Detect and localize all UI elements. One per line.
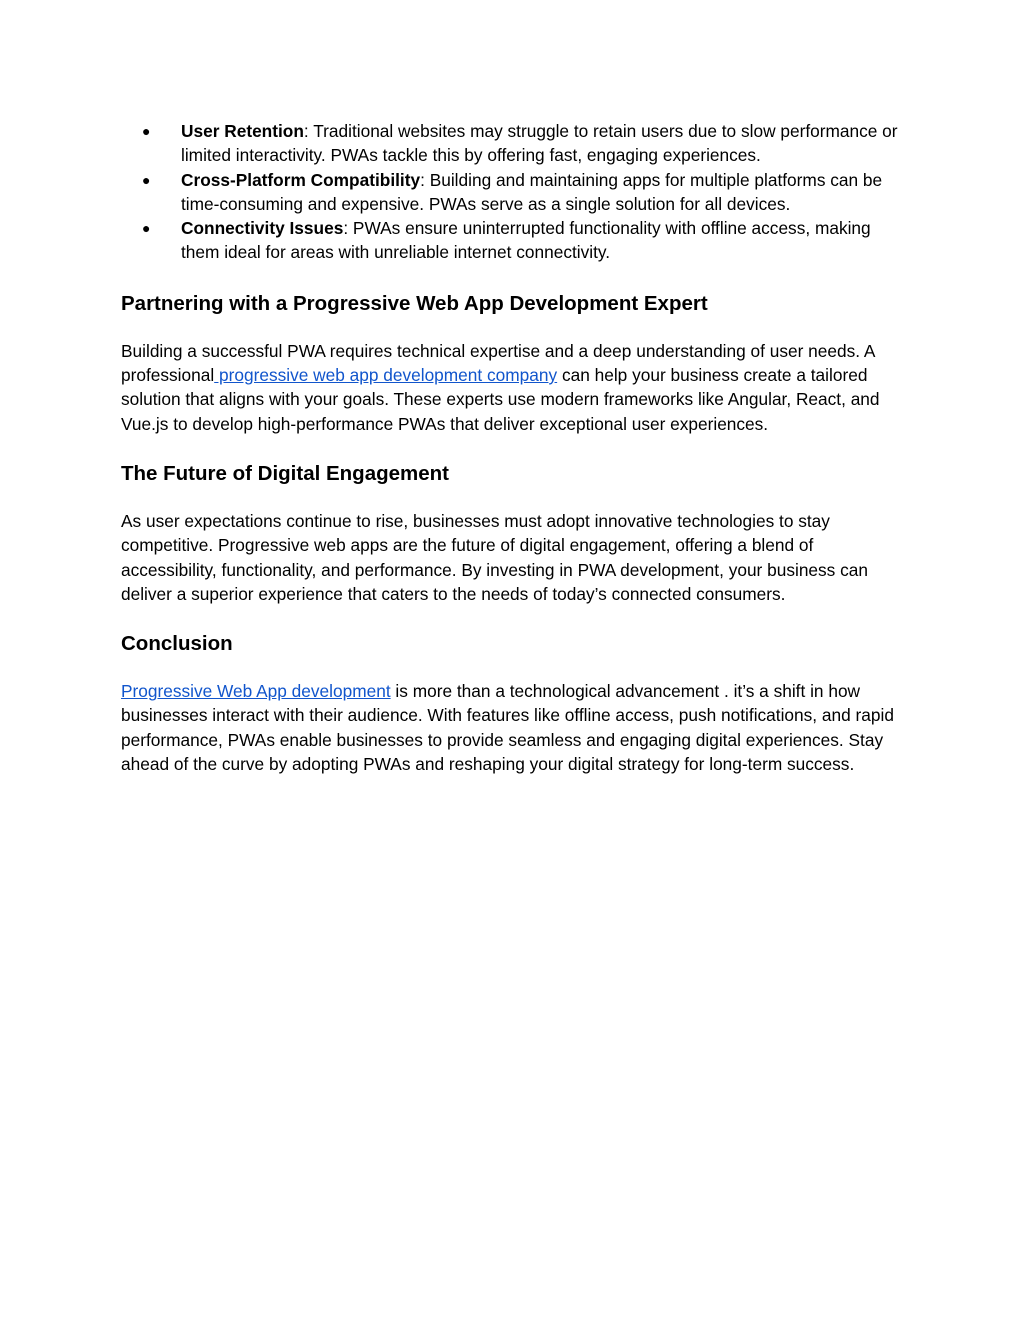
pwa-company-link[interactable]: progressive web app development company [214, 365, 558, 386]
bullet-icon: ● [142, 171, 151, 188]
list-item-connectivity [121, 216, 911, 265]
bullet-icon: ● [142, 123, 151, 139]
list-item-text: : Building and maintaining apps for multiple platforms can be time-consuming and expensive. PWAs serve as a single solution for all devices. [181, 169, 883, 214]
list-item-text: : PWAs ensure uninterrupted functionality with offline access, making them ideal for areas with unreliable internet connectivity. [181, 218, 871, 263]
list-item-term: Cross-Platform Compatibility [181, 169, 421, 190]
future-heading: The Future of Digital Engagement [121, 461, 450, 485]
pwa-development-link[interactable]: Progressive Web App development [121, 681, 391, 702]
list-item-text: : Traditional websites may struggle to retain users due to slow performance or limited interactivity. PWAs tackle this by offering fast, engaging experiences. [181, 121, 898, 166]
partnering-paragraph [121, 339, 911, 436]
list-item-term: User Retention [181, 121, 304, 141]
future-paragraph: As user expectations continue to rise, businesses must adopt innovative technologies to stay competitive. Progressive web apps are the future of digital engagement, offering a blend of accessibility, functionality, and performance. By investing in PWA development, your business can deliver a superior experience that caters to the needs of today’s connected consumers. [121, 510, 868, 604]
list-item-cross-platform [121, 168, 911, 217]
partnering-heading: Partnering with a Progressive Web App Development Expert [121, 291, 708, 315]
list-item-user-retention [121, 119, 911, 168]
partnering-text-after: can help your business create a tailored solution that aligns with your goals. These experts use modern frameworks like Angular, React, and Vue.js to develop high-performance PWAs that deliver exceptional user experiences. [121, 365, 880, 434]
bullet-icon: ● [142, 220, 151, 237]
partnering-text-before: Building a successful PWA requires technical expertise and a deep understanding of user needs. A professional [121, 340, 875, 386]
list-item-term: Connectivity Issues [181, 218, 344, 239]
document-page [121, 119, 911, 776]
challenges-list [121, 119, 911, 265]
conclusion-heading: Conclusion [121, 632, 233, 656]
conclusion-text-after: is more than a technological advancement . it’s a shift in how businesses interact with their audience. With features like offline access, push notifications, and rapid performance, PWAs enable businesses to provide seamless and engaging digital experiences. Stay ahead of the curve by adopting PWAs and reshaping your digital strategy for long-term success. [121, 681, 894, 775]
conclusion-paragraph [121, 679, 911, 776]
